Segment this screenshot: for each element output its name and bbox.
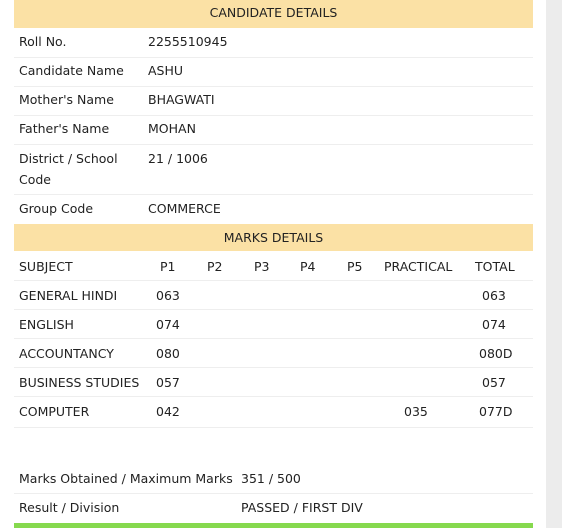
p1-mark: 080: [156, 346, 180, 361]
col-header-subject: SUBJECT: [19, 259, 73, 274]
subject-name: ENGLISH: [19, 317, 74, 332]
marks-table-header: [14, 251, 533, 281]
field-roll-no: [14, 28, 533, 58]
col-header-p3: P3: [254, 259, 270, 274]
field-group-code: [14, 194, 533, 223]
table-row: [14, 367, 533, 397]
field-value: ASHU: [148, 63, 184, 78]
col-header-total: TOTAL: [475, 259, 515, 274]
field-district-school-code: [14, 144, 533, 195]
field-label: Group Code: [19, 201, 94, 216]
field-candidate-name: [14, 57, 533, 87]
field-value: 21 / 1006: [148, 151, 208, 166]
col-header-practical: PRACTICAL: [384, 259, 453, 274]
table-row: [14, 280, 533, 310]
result-card: [14, 0, 533, 528]
result-division-label: Result / Division: [19, 500, 120, 515]
field-label: Roll No.: [19, 34, 67, 49]
scrollbar-track[interactable]: [546, 0, 562, 528]
field-mothers-name: [14, 86, 533, 116]
field-value: BHAGWATI: [148, 92, 215, 107]
marks-obtained-label: Marks Obtained / Maximum Marks: [19, 471, 233, 486]
field-value: MOHAN: [148, 121, 196, 136]
summary-marks-row: [14, 465, 533, 494]
p1-mark: 057: [156, 375, 180, 390]
result-division-value: PASSED / FIRST DIV: [241, 500, 363, 515]
subject-name: BUSINESS STUDIES: [19, 375, 140, 390]
field-label: Father's Name: [19, 121, 110, 136]
field-label: Mother's Name: [19, 92, 114, 107]
field-label-line2: Code: [19, 172, 52, 187]
total-mark: 063: [482, 288, 506, 303]
subject-name: ACCOUNTANCY: [19, 346, 114, 361]
table-row: [14, 309, 533, 339]
table-row: [14, 396, 533, 426]
candidate-details-title: CANDIDATE DETAILS: [209, 5, 338, 20]
p1-mark: 042: [156, 404, 180, 419]
p1-mark: 074: [156, 317, 180, 332]
subject-name: GENERAL HINDI: [19, 288, 118, 303]
candidate-details-header: [14, 0, 533, 28]
table-divider: [14, 427, 533, 428]
col-header-p5: P5: [347, 259, 363, 274]
marks-obtained-value: 351 / 500: [241, 471, 301, 486]
col-header-p1: P1: [160, 259, 176, 274]
marks-details-title: MARKS DETAILS: [223, 230, 324, 245]
table-row: [14, 338, 533, 368]
summary-result-row: [14, 493, 533, 522]
field-label: Candidate Name: [19, 63, 124, 78]
subject-name: COMPUTER: [19, 404, 90, 419]
total-mark: 057: [482, 375, 506, 390]
p1-mark: 063: [156, 288, 180, 303]
result-status-bar: [14, 523, 533, 528]
practical-mark: 035: [404, 404, 428, 419]
field-value: COMMERCE: [148, 201, 221, 216]
field-label: District / School: [19, 151, 118, 166]
field-value: 2255510945: [148, 34, 228, 49]
field-fathers-name: [14, 115, 533, 145]
total-mark: 080D: [479, 346, 513, 361]
total-mark: 077D: [479, 404, 513, 419]
marks-details-header: [14, 224, 533, 251]
total-mark: 074: [482, 317, 506, 332]
col-header-p4: P4: [300, 259, 316, 274]
col-header-p2: P2: [207, 259, 223, 274]
